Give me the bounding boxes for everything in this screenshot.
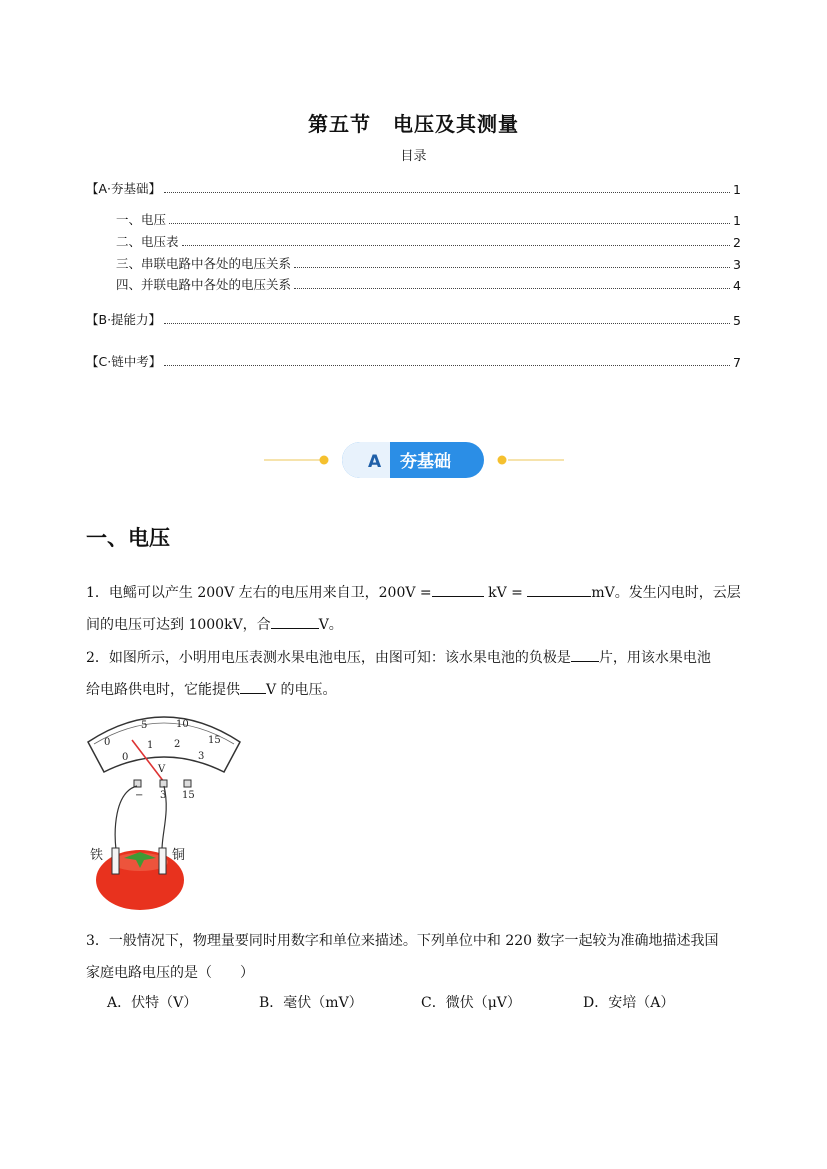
question-1-line-2: 间的电压可达到 1000kV，合 V。 <box>86 609 746 641</box>
voltmeter-unit: V <box>158 764 166 775</box>
iron-electrode <box>112 848 119 874</box>
toc-entry[interactable] <box>116 275 741 293</box>
toc-entry-label: 一、电压 <box>116 212 167 227</box>
answer-blank[interactable] <box>432 580 484 597</box>
toc-entry-page: 1 <box>733 182 741 197</box>
toc-entry[interactable] <box>116 210 741 228</box>
toc-entry-label: 【A·夯基础】 <box>86 181 162 196</box>
title-topic: 电压及其测量 <box>393 112 519 136</box>
toc-entry[interactable] <box>86 179 741 197</box>
banner-letter-badge <box>342 442 390 478</box>
page-title <box>0 108 827 137</box>
title-section-number: 第五节 <box>308 112 371 136</box>
upper-scale-label: 5 <box>141 720 148 731</box>
banner-label: 夯基础 <box>400 452 451 472</box>
toc-entry-page: 1 <box>733 213 741 228</box>
toc-entry[interactable] <box>116 232 741 250</box>
toc-entry-page: 3 <box>733 257 741 272</box>
terminal-3v[interactable] <box>160 780 167 787</box>
lower-scale-label: 1 <box>147 740 154 751</box>
banner-right-dot <box>498 456 507 465</box>
banner-letter: A <box>368 452 382 472</box>
question-3-line-1: 3．一般情况下，物理量要同时用数字和单位来描述。下列单位中和 220 数字一起较为准确地描述我国 <box>86 933 719 949</box>
option-a[interactable]: A．伏特（V） <box>107 995 198 1011</box>
toc-entry-page: 7 <box>733 355 741 370</box>
banner-left-dot <box>320 456 329 465</box>
upper-scale-label: 0 <box>104 737 111 748</box>
question-2-line-2: 给电路供电时，它能提供 V 的电压。 <box>86 674 746 706</box>
upper-scale-label: 10 <box>176 719 189 730</box>
lower-scale-label: 0 <box>122 752 129 763</box>
toc-entry-label: 三、串联电路中各处的电压关系 <box>116 256 292 271</box>
section-heading: 一、电压 <box>86 526 170 550</box>
answer-blank[interactable] <box>271 612 319 629</box>
answer-blank[interactable] <box>571 645 599 662</box>
answer-blank[interactable] <box>240 677 266 694</box>
toc-entry-page: 2 <box>733 235 741 250</box>
option-c[interactable]: C．微伏（μV） <box>421 995 521 1011</box>
terminal-15v[interactable] <box>184 780 191 787</box>
terminal-label: − <box>135 790 144 801</box>
toc-entry-label: 四、并联电路中各处的电压关系 <box>116 277 292 292</box>
terminal-label: 3 <box>160 790 167 801</box>
toc-entry-page: 4 <box>733 278 741 293</box>
toc-entry-label: 二、电压表 <box>116 234 179 249</box>
toc-entry[interactable] <box>86 352 741 370</box>
toc-entry[interactable] <box>86 310 741 328</box>
option-b[interactable]: B．毫伏（mV） <box>259 995 363 1011</box>
toc-entry[interactable] <box>116 254 741 272</box>
toc-entry-label: 【C·链中考】 <box>86 354 162 369</box>
terminal-negative[interactable] <box>134 780 141 787</box>
lower-scale-label: 3 <box>198 751 205 762</box>
iron-label: 铁 <box>90 848 104 863</box>
question-2-line-1: 2．如图所示，小明用电压表测水果电池电压，由图可知：该水果电池的负极是 片，用该水果电池 <box>86 642 746 674</box>
option-d[interactable]: D．安培（A） <box>583 995 675 1011</box>
answer-blank[interactable] <box>527 580 591 597</box>
question-3-line-2: 家庭电路电压的是（ ） <box>86 965 254 981</box>
question-3-options <box>107 992 674 1012</box>
toc-entry-label: 【B·提能力】 <box>86 312 162 327</box>
voltmeter-fruit-battery-figure <box>84 712 244 912</box>
wire-negative <box>115 786 137 850</box>
upper-scale-label: 15 <box>208 735 221 746</box>
terminal-label: 15 <box>182 790 195 801</box>
section-banner <box>264 440 564 480</box>
question-1-line-1: 1．电鳐可以产生 200V 左右的电压用来自卫，200V = kV = mV。发生闪电时，云层 <box>86 577 746 609</box>
lower-scale-label: 2 <box>174 739 181 750</box>
toc-heading: 目录 <box>400 149 427 164</box>
copper-label: 铜 <box>172 848 186 863</box>
copper-electrode <box>159 848 166 874</box>
toc-entry-page: 5 <box>733 313 741 328</box>
